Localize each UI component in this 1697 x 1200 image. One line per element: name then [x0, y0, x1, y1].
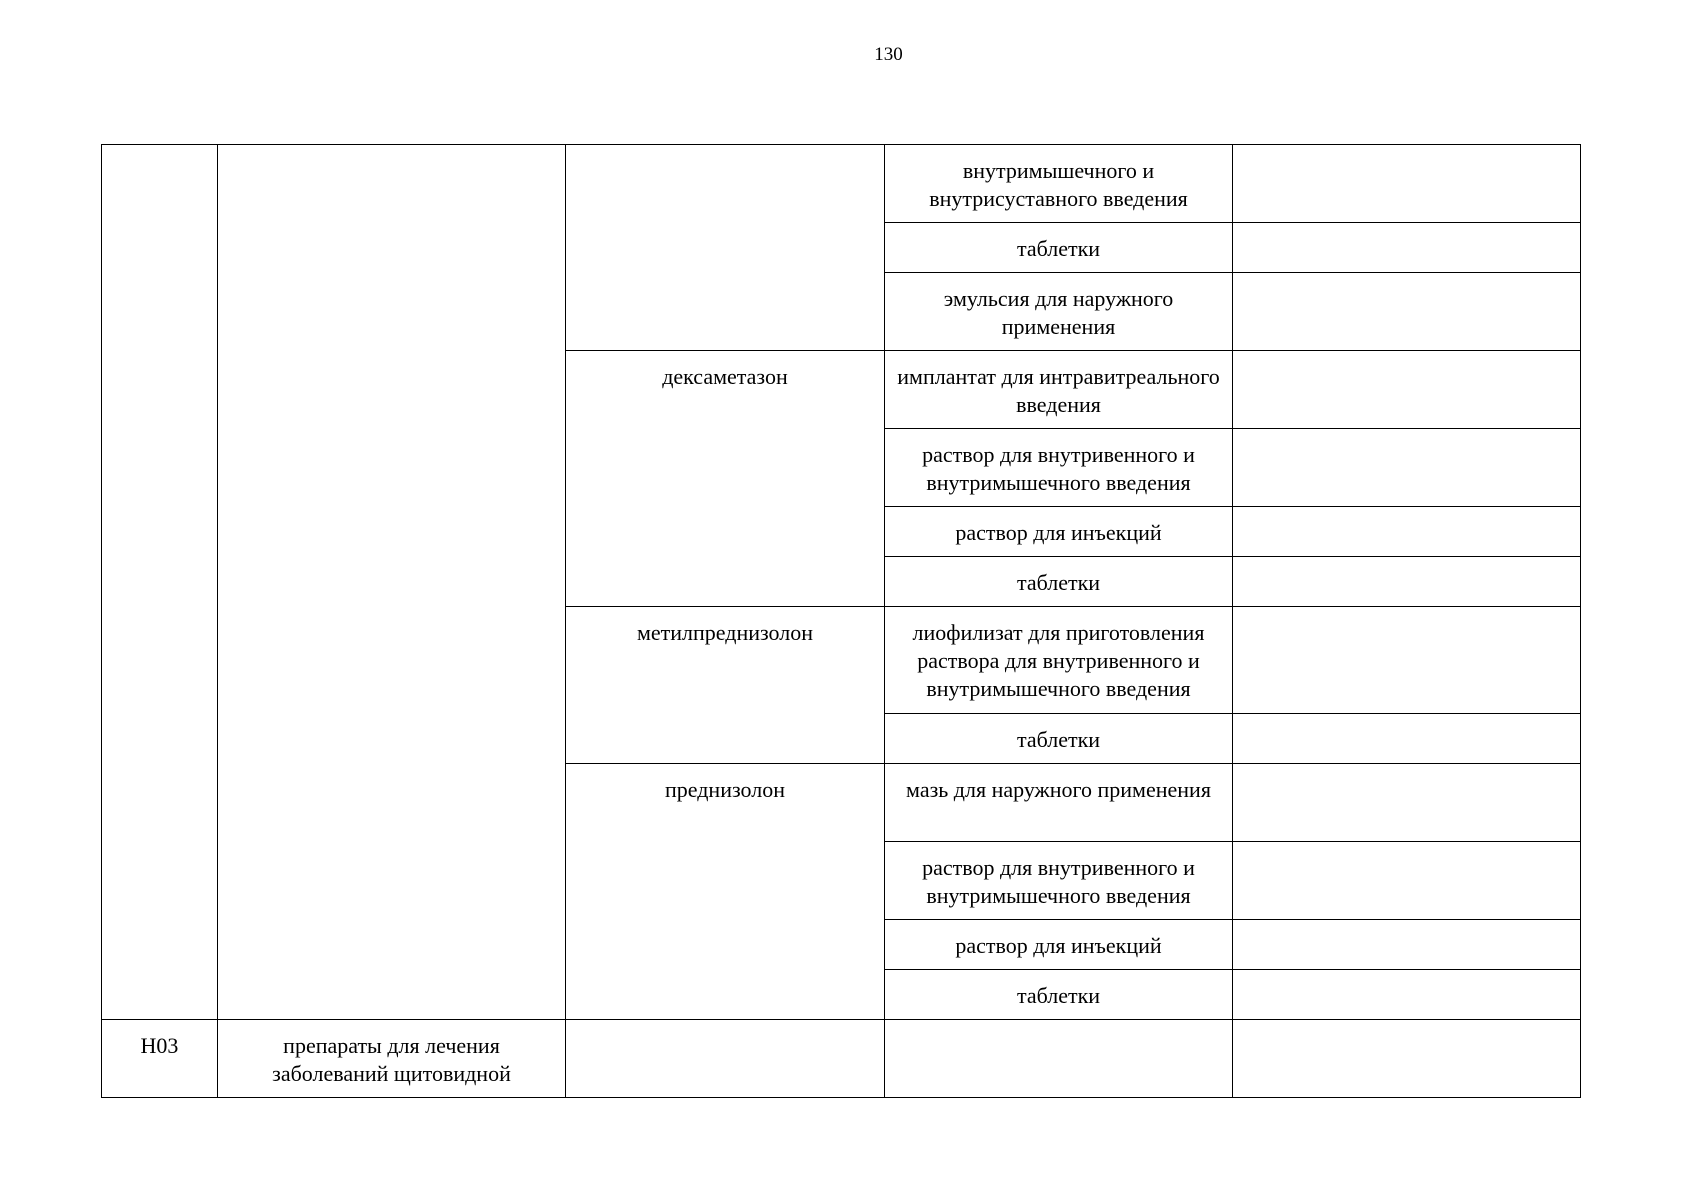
note-cell — [1233, 429, 1581, 507]
form-cell: раствор для внутривенного и внутримышечного введения — [885, 429, 1233, 507]
note-cell — [1233, 351, 1581, 429]
form-cell: лиофилизат для приготовления раствора для внутривенного и внутримышечного введения — [885, 607, 1233, 714]
note-cell — [1233, 223, 1581, 273]
note-cell — [1233, 920, 1581, 970]
note-cell — [1233, 1020, 1581, 1098]
page-number: 130 — [874, 44, 903, 65]
form-cell: таблетки — [885, 223, 1233, 273]
drug-cell — [566, 1020, 885, 1098]
form-cell: таблетки — [885, 557, 1233, 607]
note-cell — [1233, 714, 1581, 764]
note-cell — [1233, 970, 1581, 1020]
note-cell — [1233, 557, 1581, 607]
note-cell — [1233, 145, 1581, 223]
group-cell — [218, 145, 566, 1020]
form-cell: таблетки — [885, 970, 1233, 1020]
drug-table — [101, 144, 1581, 1098]
table-row — [102, 1020, 1581, 1098]
table-row — [102, 145, 1581, 223]
note-cell — [1233, 764, 1581, 842]
note-cell — [1233, 507, 1581, 557]
group-cell: препараты для лечения заболеваний щитовидной — [218, 1020, 566, 1098]
form-cell: раствор для внутривенного и внутримышечного введения — [885, 842, 1233, 920]
drug-cell — [566, 145, 885, 351]
form-cell: раствор для инъекций — [885, 507, 1233, 557]
drug-cell: дексаметазон — [566, 351, 885, 607]
form-cell: внутримышечного и внутрисуставного введения — [885, 145, 1233, 223]
drug-cell: метилпреднизолон — [566, 607, 885, 764]
note-cell — [1233, 607, 1581, 714]
form-cell: имплантат для интравитреального введения — [885, 351, 1233, 429]
note-cell — [1233, 842, 1581, 920]
code-cell: H03 — [102, 1020, 218, 1098]
drug-cell: преднизолон — [566, 764, 885, 1020]
form-cell: таблетки — [885, 714, 1233, 764]
code-cell — [102, 145, 218, 1020]
form-cell: мазь для наружного применения — [885, 764, 1233, 842]
form-cell: раствор для инъекций — [885, 920, 1233, 970]
form-cell — [885, 1020, 1233, 1098]
note-cell — [1233, 273, 1581, 351]
form-cell: эмульсия для наружного применения — [885, 273, 1233, 351]
